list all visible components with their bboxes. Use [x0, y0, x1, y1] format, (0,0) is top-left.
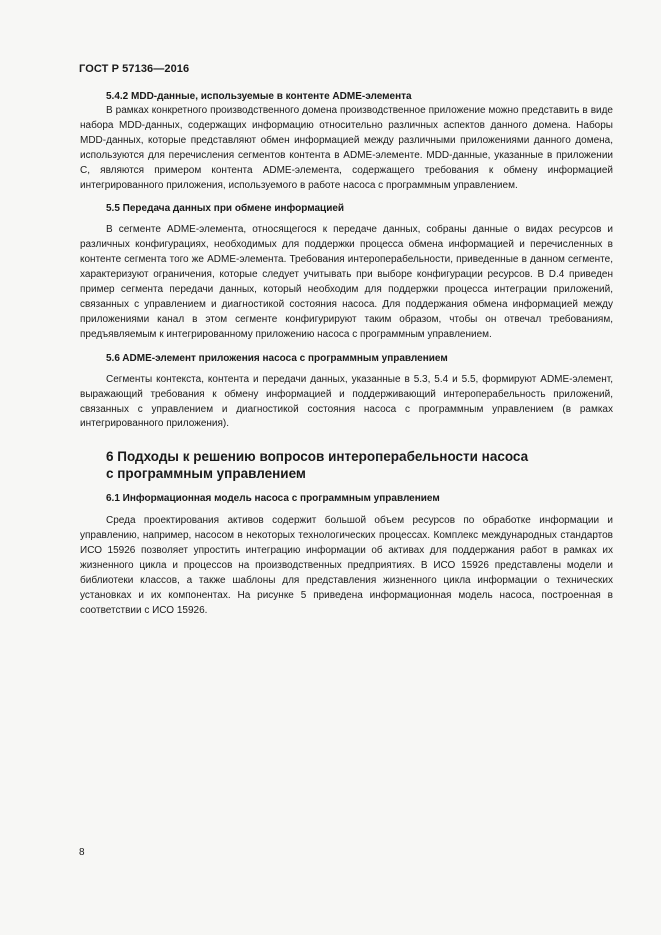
- document-id-header: ГОСТ Р 57136—2016: [79, 63, 190, 75]
- section-6-heading: [80, 448, 613, 482]
- section-5-6-heading: 5.6 ADME-элемент приложения насоса с программным управлением: [106, 352, 448, 364]
- section-5-5-heading: 5.5 Передача данных при обмене информацией: [106, 203, 345, 215]
- section-5-5-paragraph: В сегменте ADME-элемента, относящегося к передаче данных, собраны данные о видах ресурсов и различных конфигурациях, необходимых для поддержки процесса обмена информацией и перечисленных в контенте сегмента того же ADME-элемента. Требования интероперабельности, приведенные в данном сегменте, характеризуют ограничения, которые следует учитывать при выборе конфигурации ресурсов. В D.4 приведен пример сегмента передачи данных, который необходим для поддержки процесса интеграции приложений, связанных с управлением и диагностикой состояния насоса. Для поддержания обмена информацией между приложениями канал в этом сегменте конфигурируют таким образом, чтобы он отвечал требованиям, предъявляемым к интегрированному приложению насоса с программным управлением.: [80, 224, 613, 340]
- section-6-heading-line1: 6 Подходы к решению вопросов интероперабельности насоса: [106, 449, 529, 465]
- page-number: 8: [79, 847, 85, 858]
- section-6-heading-line2: с программным управлением: [106, 466, 306, 482]
- document-body: [80, 90, 613, 619]
- section-6-1-heading: 6.1 Информационная модель насоса с программным управлением: [106, 493, 440, 505]
- section-5-4-2-heading: 5.4.2 MDD-данные, используемые в контенте ADME-элемента: [106, 91, 412, 102]
- section-5-4-2-paragraph: В рамках конкретного производственного домена производственное приложение можно представить в виде набора MDD-данных, содержащих информацию относительно различных аспектов данного домена. Наборы MDD-данных, которые представляют обмен информацией между различными приложениями данного домена, используются для перечисления сегментов контента в ADME-элементе. MDD-данные, указанные в приложении C, являются примером контента ADME-элемента, содержащего требования к обмену информацией интегрированного приложения, используемого в работе насоса с программным управлением.: [80, 105, 613, 191]
- section-5-6-paragraph: Сегменты контекста, контента и передачи данных, указанные в 5.3, 5.4 и 5.5, формируют ADME-элемент, выражающий требования к обмену информацией и поддерживающий интероперабельность приложений, связанных с управлением и диагностикой состояния насоса с программным управлением (в рамках интегрированного приложения).: [80, 373, 613, 430]
- section-6-1-paragraph: Среда проектирования активов содержит большой объем ресурсов по обработке информации и управлению, например, насосом в некоторых технологических процессах. Комплекс международных стандартов ИСО 15926 позволяет упростить интеграцию информации об активах для поддержания работ в рамках их жизненного цикла и процессов на производственных предприятиях. В ИСО 15926 представлены модели и библиотеки классов, а также шаблоны для представления жизненного цикла информации о технических установках и их компонентах. На рисунке 5 приведена информационная модель насоса, построенная в соответствии с ИСО 15926.: [80, 515, 613, 616]
